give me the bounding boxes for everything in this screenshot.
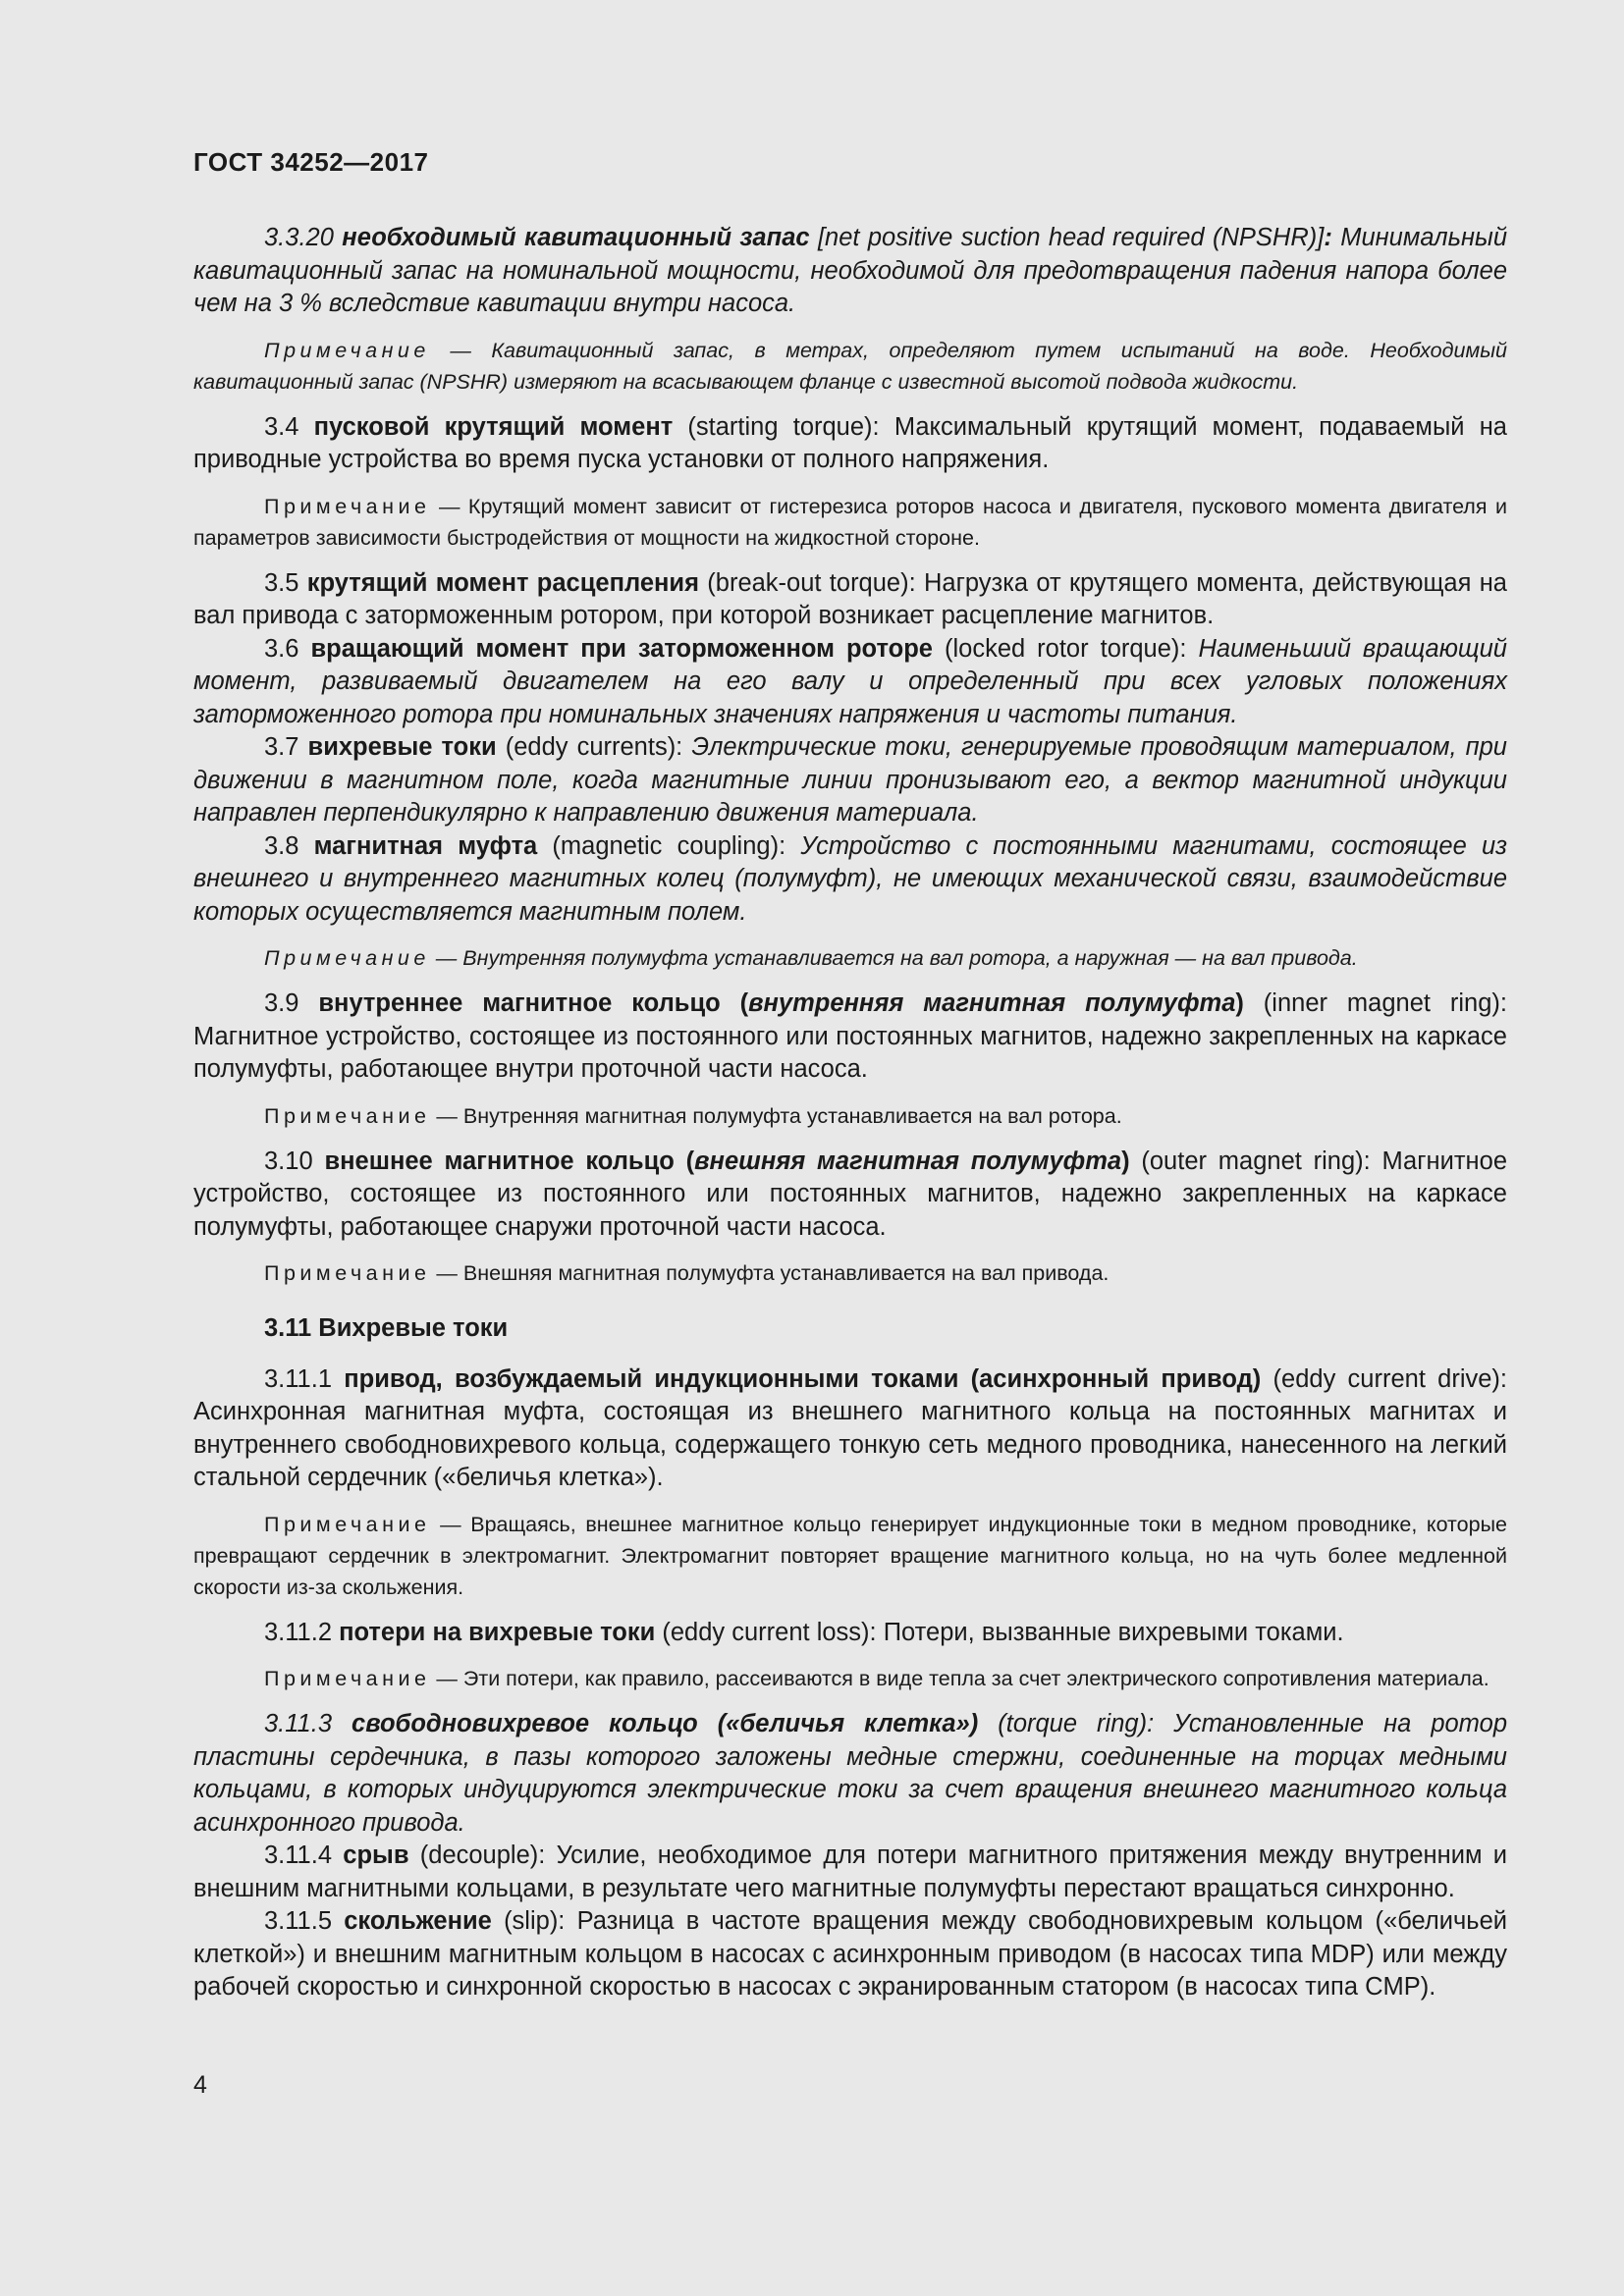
note-3-11-2	[193, 1663, 1507, 1694]
term-number: 3.10	[264, 1147, 325, 1175]
term-name: вихревые токи	[307, 733, 497, 761]
note-label: Примечание	[264, 946, 430, 970]
term-name: потери на вихревые токи	[339, 1618, 656, 1646]
term-3-8	[193, 830, 1507, 930]
note-text: — Внутренняя магнитная полумуфта устанавливается на вал ротора.	[430, 1103, 1122, 1128]
note-label: Примечание	[264, 1103, 431, 1128]
term-number: 3.11.5	[264, 1907, 345, 1935]
term-name: внешнее магнитное кольцо (	[324, 1147, 695, 1175]
term-3-3-20	[193, 222, 1507, 321]
term-name: вращающий момент при заторможенном роторе	[310, 634, 933, 663]
term-definition: Электрические токи, генерируемые проводящим материалом, при движении в магнитном поле, когда магнитные линии пронизывают его, а вектор магнитной индукции направлен перпендикулярно к направлению движения материала.	[193, 733, 1507, 827]
note-text: — Внешняя магнитная полумуфта устанавливается на вал привода.	[430, 1261, 1110, 1285]
note-3-9	[193, 1100, 1507, 1132]
term-number: 3.4	[264, 412, 314, 441]
note-text: — Эти потери, как правило, рассеиваются в виде тепла за счет электрического сопротивления материала.	[430, 1667, 1489, 1690]
term-name-end: )	[1235, 989, 1244, 1017]
term-number: 3.9	[264, 989, 319, 1017]
term-name: крутящий момент расцепления	[306, 568, 699, 597]
term-3-11-4	[193, 1840, 1507, 1905]
term-definition: (decouple): Усилие, необходимое для потери магнитного притяжения между внутренним и внешним магнитными кольцами, в результате чего магнитные полумуфты перестают вращаться синхронно.	[193, 1842, 1507, 1902]
term-name-end: )	[1121, 1147, 1130, 1175]
term-english: [net positive suction head required (NPSHR)]	[809, 224, 1325, 251]
term-definition: Минимальный кавитационный запас на номинальной мощности, необходимой для предотвращения падения напора более чем на 3 % вследствие кавитации внутри насоса.	[193, 224, 1508, 317]
term-colon: :	[1324, 224, 1332, 251]
document-body	[193, 222, 1507, 2004]
term-definition: (inner magnet ring): Магнитное устройство, состоящее из постоянного или постоянных магнитов, надежно закрепленных на каркасе полумуфты, работающее внутри проточной части насоса.	[193, 989, 1507, 1083]
term-definition: (outer magnet ring): Магнитное устройство, состоящее из постоянного или постоянных магнитов, надежно закрепленных на каркасе полумуфты, работающее снаружи проточной части насоса.	[193, 1147, 1507, 1241]
section-heading-3-11: 3.11 Вихревые токи	[264, 1314, 509, 1342]
term-name: необходимый кавитационный запас	[342, 224, 810, 251]
term-name: срыв	[343, 1842, 409, 1869]
term-number: 3.6	[264, 634, 311, 663]
document-header: ГОСТ 34252—2017	[193, 147, 429, 177]
note-label: Примечание	[264, 1667, 431, 1690]
note-text: — Внутренняя полумуфта устанавливается на вал ротора, а наружная — на вал привода.	[429, 946, 1358, 970]
term-definition: (slip): Разница в частоте вращения между свободновихревым кольцом («беличьей клеткой») и внешним магнитным кольцом в насосах с асинхронным приводом (в насосах типа MDP) или между рабочей скоростью и синхронной скоростью в насосах с экранированным статором (в насосах типа CMP).	[193, 1907, 1507, 2001]
term-name: привод, возбуждаемый индукционными токами (асинхронный привод)	[344, 1364, 1262, 1393]
term-definition: (eddy current loss): Потери, вызванные вихревыми токами.	[655, 1618, 1344, 1646]
term-3-11-2	[193, 1617, 1507, 1650]
page-number: 4	[193, 2071, 207, 2099]
note-label: Примечание	[264, 338, 430, 362]
term-definition: (torque ring): Установленные на ротор пластины сердечника, в пазы которого заложены медные стержни, соединенные на торцах медными кольцами, в которых индуцируются электрические токи за счет вращения внешнего магнитного кольца асинхронного привода.	[193, 1710, 1507, 1837]
term-definition: (eddy current drive): Асинхронная магнитная муфта, состоящая из внешнего магнитного кольца на постоянных магнитах и внутреннего свободновихревого кольца, содержащего тонкую сеть медного проводника, нанесенного на легкий стальной сердечник («беличья клетка»).	[193, 1364, 1507, 1491]
term-definition: (starting torque): Максимальный крутящий момент, подаваемый на приводные устройства во время пуска установки от полного напряжения.	[193, 412, 1507, 473]
term-name-italic: внутренняя магнитная полумуфта	[748, 989, 1236, 1017]
term-3-11-1	[193, 1363, 1507, 1495]
term-3-9	[193, 988, 1507, 1087]
note-text: — Кавитационный запас, в метрах, определяют путем испытаний на воде. Необходимый кавитационный запас (NPSHR) измеряют на всасывающем фланце с известной высотой подвода жидкости.	[193, 338, 1507, 394]
note-text: — Крутящий момент зависит от гистерезиса роторов насоса и двигателя, пускового момента двигателя и параметров зависимости быстродействия от мощности на жидкостной стороне.	[193, 494, 1507, 550]
note-label: Примечание	[264, 1261, 431, 1285]
note-label: Примечание	[264, 494, 431, 518]
note-3-4	[193, 491, 1507, 554]
term-number: 3.11.4	[264, 1842, 344, 1869]
term-name: магнитная муфта	[313, 831, 538, 860]
term-name-italic: внешняя магнитная полумуфта	[694, 1147, 1122, 1175]
term-3-6	[193, 633, 1507, 732]
term-3-7	[193, 731, 1507, 830]
term-3-11-5	[193, 1905, 1507, 2004]
note-label: Примечание	[264, 1512, 431, 1536]
term-3-10	[193, 1146, 1507, 1245]
note-text: — Вращаясь, внешнее магнитное кольцо генерирует индукционные токи в медном проводнике, которые превращают сердечник в электромагнит. Электромагнит повторяет вращение магнитного кольца, но на чуть более медленной скорости из-за скольжения.	[193, 1512, 1507, 1599]
term-number: 3.11.1	[264, 1364, 345, 1393]
term-name: свободновихревое кольцо («беличья клетка»)	[352, 1710, 979, 1737]
term-english: (eddy currents):	[496, 733, 692, 761]
term-number: 3.11.2	[264, 1618, 340, 1646]
term-3-4	[193, 411, 1507, 477]
term-number: 3.3.20	[264, 224, 343, 251]
term-definition: (break-out torque): Нагрузка от крутящего момента, действующая на вал привода с заторможенным ротором, при которой возникает расцепление магнитов.	[193, 568, 1507, 629]
note-3-10	[193, 1257, 1507, 1289]
term-definition: Устройство с постоянными магнитами, состоящее из внешнего и внутреннего магнитных колец (полумуфт), не имеющих механической связи, взаимодействие которых осуществляется магнитным полем.	[193, 831, 1507, 926]
term-number: 3.5	[264, 568, 307, 597]
term-english: (locked rotor torque):	[932, 634, 1199, 663]
note-3-11-1	[193, 1509, 1507, 1603]
term-english: (magnetic coupling):	[537, 831, 801, 860]
term-name: внутреннее магнитное кольцо (	[318, 989, 749, 1017]
term-3-11-3	[193, 1708, 1507, 1840]
term-3-5	[193, 567, 1507, 633]
note-3-3-20	[193, 335, 1507, 398]
term-number: 3.7	[264, 733, 308, 761]
term-name: скольжение	[344, 1907, 492, 1935]
term-definition: Наименьший вращающий момент, развиваемый двигателем на его валу и определенный при всех угловых положениях заторможенного ротора при номинальных значениях напряжения и частоты питания.	[193, 634, 1507, 728]
term-name: пусковой крутящий момент	[313, 412, 674, 441]
term-number: 3.11.3	[264, 1710, 352, 1737]
note-3-8	[193, 942, 1507, 974]
term-number: 3.8	[264, 831, 314, 860]
